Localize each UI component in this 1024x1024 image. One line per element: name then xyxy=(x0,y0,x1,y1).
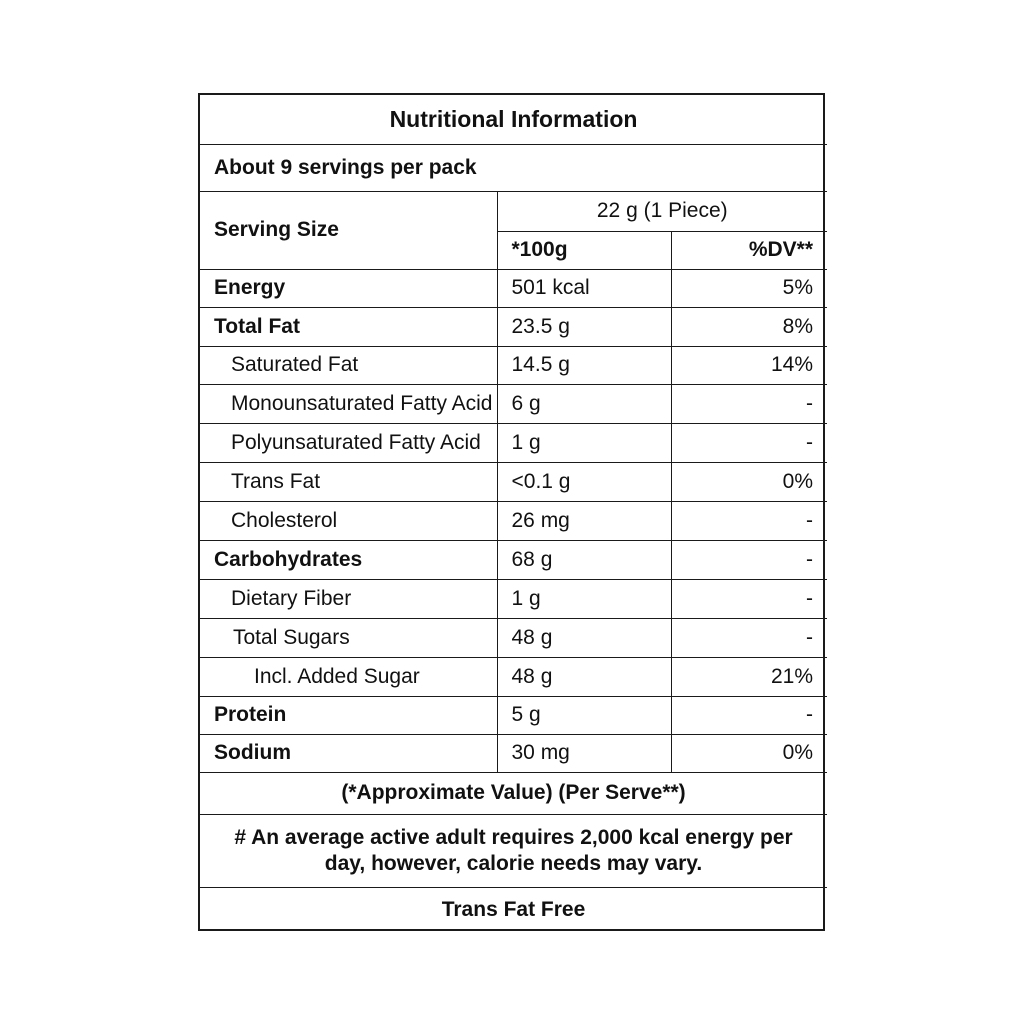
nutrient-per100g: 1 g xyxy=(497,579,671,618)
column-header-dv: %DV** xyxy=(671,231,827,269)
nutrition-table xyxy=(200,95,827,933)
nutrient-dv: - xyxy=(671,696,827,734)
table-row xyxy=(200,384,827,423)
nutrient-dv: - xyxy=(671,618,827,657)
table-row xyxy=(200,734,827,772)
nutrient-dv: - xyxy=(671,501,827,540)
nutrient-name: Sodium xyxy=(200,734,497,772)
energy-requirement-note: # An average active adult requires 2,000 kcal energy per day, however, calorie needs may vary. xyxy=(200,814,827,887)
table-row xyxy=(200,307,827,346)
table-row xyxy=(200,696,827,734)
nutrient-name: Total Fat xyxy=(200,307,497,346)
nutrient-dv: 8% xyxy=(671,307,827,346)
nutrient-per100g: 23.5 g xyxy=(497,307,671,346)
nutrient-name: Monounsaturated Fatty Acid xyxy=(200,384,497,423)
nutrient-name: Incl. Added Sugar xyxy=(200,657,497,696)
table-row xyxy=(200,423,827,462)
nutrient-per100g: 501 kcal xyxy=(497,269,671,307)
serving-size-label: Serving Size xyxy=(200,191,497,269)
table-title: Nutritional Information xyxy=(200,95,827,144)
nutrient-name: Energy xyxy=(200,269,497,307)
nutrient-per100g: 1 g xyxy=(497,423,671,462)
nutrient-dv: 5% xyxy=(671,269,827,307)
nutrient-per100g: 14.5 g xyxy=(497,346,671,384)
nutrient-dv: - xyxy=(671,579,827,618)
nutrient-name: Dietary Fiber xyxy=(200,579,497,618)
nutrient-per100g: 6 g xyxy=(497,384,671,423)
nutrient-dv: 14% xyxy=(671,346,827,384)
nutrient-dv: 0% xyxy=(671,734,827,772)
table-row xyxy=(200,462,827,501)
trans-fat-free-footer: Trans Fat Free xyxy=(200,887,827,933)
nutrient-name: Cholesterol xyxy=(200,501,497,540)
serving-size-value: 22 g (1 Piece) xyxy=(497,191,827,231)
nutrient-name: Total Sugars xyxy=(200,618,497,657)
nutrition-facts-panel xyxy=(198,93,825,931)
nutrient-per100g: 48 g xyxy=(497,657,671,696)
servings-per-pack: About 9 servings per pack xyxy=(200,144,827,191)
table-row xyxy=(200,346,827,384)
column-header-per-100g: *100g xyxy=(497,231,671,269)
nutrient-per100g: <0.1 g xyxy=(497,462,671,501)
nutrient-name: Carbohydrates xyxy=(200,540,497,579)
nutrient-dv: - xyxy=(671,423,827,462)
nutrient-dv: - xyxy=(671,384,827,423)
nutrient-name: Protein xyxy=(200,696,497,734)
nutrient-name: Trans Fat xyxy=(200,462,497,501)
nutrient-per100g: 5 g xyxy=(497,696,671,734)
nutrient-name: Saturated Fat xyxy=(200,346,497,384)
nutrient-per100g: 26 mg xyxy=(497,501,671,540)
nutrient-dv: 21% xyxy=(671,657,827,696)
table-row xyxy=(200,618,827,657)
table-row xyxy=(200,657,827,696)
nutrient-dv: 0% xyxy=(671,462,827,501)
table-row xyxy=(200,501,827,540)
approximate-value-note: (*Approximate Value) (Per Serve**) xyxy=(200,772,827,814)
nutrient-per100g: 30 mg xyxy=(497,734,671,772)
nutrient-per100g: 68 g xyxy=(497,540,671,579)
table-row xyxy=(200,269,827,307)
nutrient-name: Polyunsaturated Fatty Acid xyxy=(200,423,497,462)
nutrient-dv: - xyxy=(671,540,827,579)
table-row xyxy=(200,579,827,618)
nutrient-per100g: 48 g xyxy=(497,618,671,657)
table-row xyxy=(200,540,827,579)
